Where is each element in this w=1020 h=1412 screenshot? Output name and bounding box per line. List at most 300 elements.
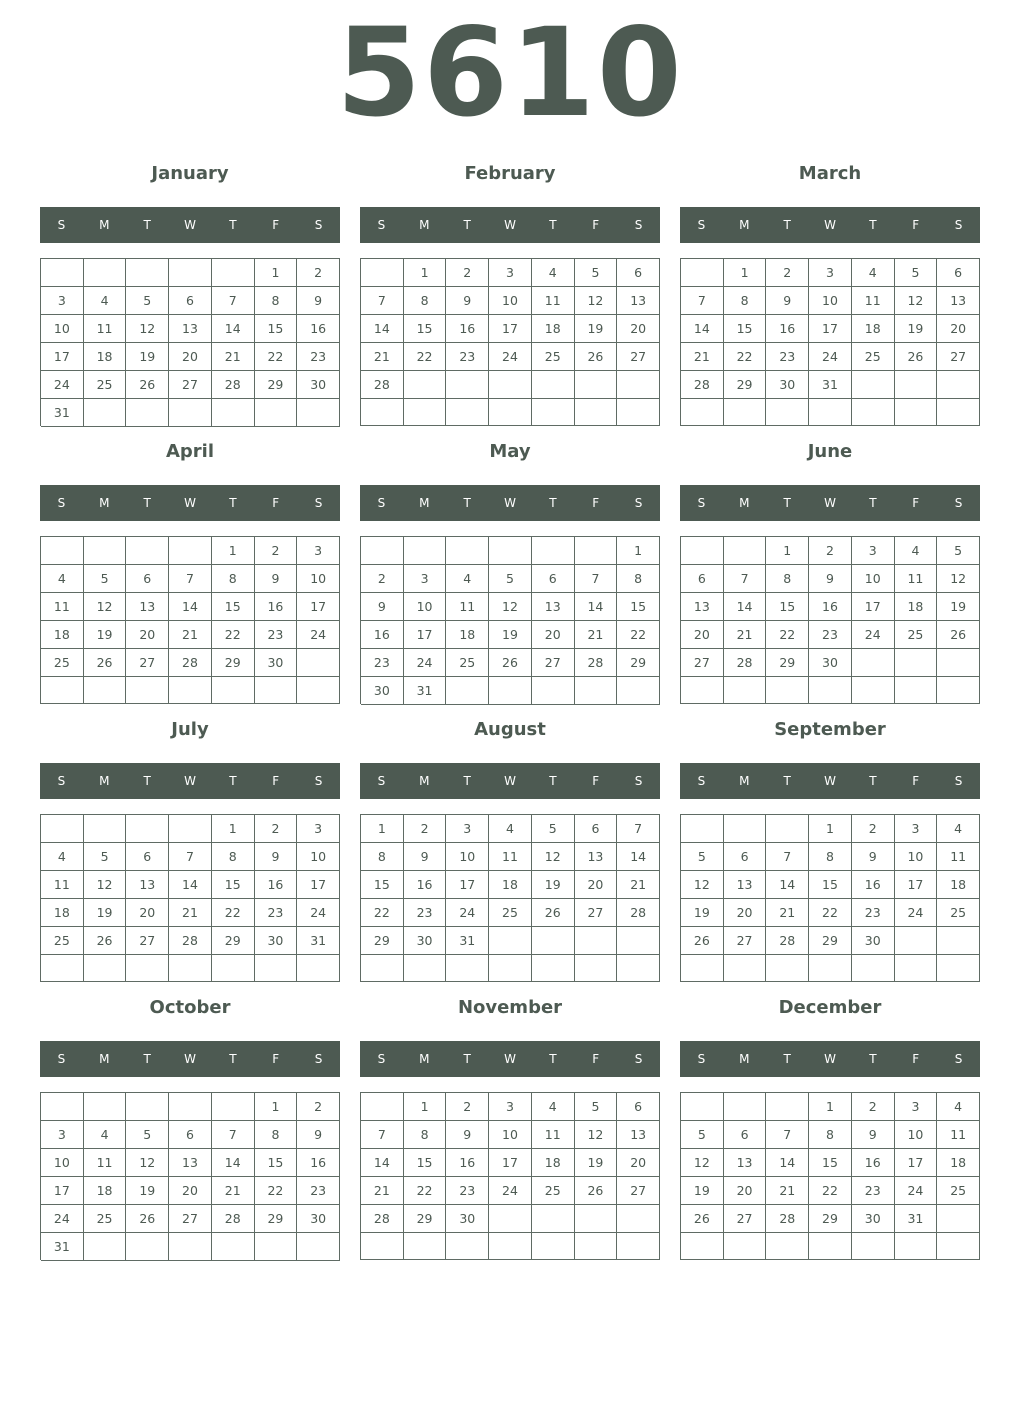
- weekday-label: F: [592, 218, 600, 232]
- day-cell: 7: [361, 1121, 404, 1149]
- weekday-label: T: [783, 218, 791, 232]
- empty-day-cell: [681, 815, 724, 843]
- day-cell: 20: [937, 315, 980, 343]
- weekday-label: T: [463, 218, 471, 232]
- day-cell: 28: [724, 649, 767, 677]
- day-cell: 14: [169, 593, 212, 621]
- day-cell: 8: [404, 1121, 447, 1149]
- empty-day-cell: [724, 955, 767, 982]
- day-cell: 10: [41, 1149, 84, 1177]
- day-cell: 10: [297, 565, 340, 593]
- weekday-label: F: [272, 774, 280, 788]
- weekday-header: [680, 485, 980, 521]
- day-cell: 5: [84, 843, 127, 871]
- empty-day-cell: [937, 1233, 980, 1260]
- day-cell: 18: [852, 315, 895, 343]
- empty-day-cell: [41, 815, 84, 843]
- day-cell: 6: [126, 843, 169, 871]
- empty-day-cell: [532, 1205, 575, 1233]
- day-cell: 8: [809, 843, 852, 871]
- weekday-label: T: [229, 774, 237, 788]
- day-cell: 15: [255, 315, 298, 343]
- weekday-label: S: [634, 1052, 643, 1066]
- day-cell: 29: [766, 649, 809, 677]
- day-cell: 30: [297, 371, 340, 399]
- day-cell: 17: [297, 871, 340, 899]
- day-cell: 30: [255, 927, 298, 955]
- day-cell: 3: [895, 1093, 938, 1121]
- day-cell: 1: [617, 537, 660, 565]
- day-cell: 6: [169, 1121, 212, 1149]
- day-cell: 2: [255, 815, 298, 843]
- empty-day-cell: [446, 537, 489, 565]
- month-name: October: [149, 997, 231, 1018]
- empty-day-cell: [41, 677, 84, 704]
- empty-day-cell: [41, 259, 84, 287]
- day-cell: 29: [809, 1205, 852, 1233]
- empty-day-cell: [84, 1233, 127, 1261]
- empty-day-cell: [404, 1233, 447, 1260]
- day-cell: 28: [575, 649, 618, 677]
- day-cell: 17: [297, 593, 340, 621]
- weekday-label: T: [783, 1052, 791, 1066]
- weekday-label: W: [504, 218, 516, 232]
- day-cell: 7: [766, 1121, 809, 1149]
- day-cell: 27: [532, 649, 575, 677]
- day-cell: 6: [617, 1093, 660, 1121]
- day-cell: 15: [255, 1149, 298, 1177]
- day-cell: 28: [361, 1205, 404, 1233]
- weekday-label: M: [99, 1052, 110, 1066]
- weekday-label: S: [314, 218, 323, 232]
- day-cell: 29: [404, 1205, 447, 1233]
- empty-day-cell: [852, 955, 895, 982]
- empty-day-cell: [937, 955, 980, 982]
- empty-day-cell: [532, 955, 575, 982]
- day-cell: 7: [169, 843, 212, 871]
- day-grid: [40, 814, 340, 982]
- weekday-label: S: [954, 496, 963, 510]
- day-cell: 17: [489, 315, 532, 343]
- day-cell: 5: [126, 287, 169, 315]
- day-cell: 26: [575, 1177, 618, 1205]
- day-cell: 18: [937, 871, 980, 899]
- day-cell: 9: [404, 843, 447, 871]
- day-cell: 16: [361, 621, 404, 649]
- day-cell: 21: [681, 343, 724, 371]
- empty-day-cell: [126, 1233, 169, 1261]
- day-cell: 24: [41, 1205, 84, 1233]
- day-cell: 15: [809, 871, 852, 899]
- day-cell: 24: [41, 371, 84, 399]
- day-cell: 22: [724, 343, 767, 371]
- weekday-label: M: [739, 218, 750, 232]
- day-cell: 18: [84, 343, 127, 371]
- empty-day-cell: [126, 955, 169, 982]
- day-cell: 12: [895, 287, 938, 315]
- day-cell: 4: [446, 565, 489, 593]
- day-cell: 5: [126, 1121, 169, 1149]
- day-cell: 12: [489, 593, 532, 621]
- day-cell: 6: [724, 843, 767, 871]
- day-cell: 21: [361, 343, 404, 371]
- weekday-header: [680, 1041, 980, 1077]
- month-name: May: [489, 441, 531, 462]
- weekday-label: T: [463, 496, 471, 510]
- day-cell: 16: [446, 1149, 489, 1177]
- day-cell: 4: [532, 1093, 575, 1121]
- day-cell: 28: [766, 1205, 809, 1233]
- month-name: December: [778, 997, 882, 1018]
- weekday-label: S: [697, 774, 706, 788]
- day-cell: 2: [766, 259, 809, 287]
- day-cell: 29: [212, 649, 255, 677]
- day-cell: 1: [212, 537, 255, 565]
- day-cell: 3: [852, 537, 895, 565]
- empty-day-cell: [169, 259, 212, 287]
- day-grid: [360, 258, 660, 426]
- weekday-label: T: [549, 1052, 557, 1066]
- day-cell: 27: [937, 343, 980, 371]
- month-name: November: [457, 997, 563, 1018]
- day-cell: 4: [532, 259, 575, 287]
- empty-day-cell: [212, 955, 255, 982]
- empty-day-cell: [361, 399, 404, 426]
- day-cell: 15: [724, 315, 767, 343]
- weekday-label: F: [912, 496, 920, 510]
- day-cell: 30: [852, 1205, 895, 1233]
- day-cell: 1: [361, 815, 404, 843]
- day-cell: 8: [212, 565, 255, 593]
- day-cell: 2: [297, 1093, 340, 1121]
- empty-day-cell: [169, 399, 212, 427]
- empty-day-cell: [361, 955, 404, 982]
- empty-day-cell: [361, 259, 404, 287]
- weekday-label: S: [697, 218, 706, 232]
- weekday-label: S: [954, 218, 963, 232]
- day-cell: 28: [212, 1205, 255, 1233]
- empty-day-cell: [446, 371, 489, 399]
- weekday-label: S: [377, 218, 386, 232]
- day-cell: 24: [489, 343, 532, 371]
- day-cell: 19: [681, 1177, 724, 1205]
- weekday-label: S: [57, 1052, 66, 1066]
- day-cell: 11: [84, 1149, 127, 1177]
- weekday-label: F: [592, 1052, 600, 1066]
- day-cell: 22: [255, 343, 298, 371]
- weekday-header: [40, 763, 340, 799]
- day-cell: 25: [84, 371, 127, 399]
- weekday-label: M: [419, 496, 430, 510]
- day-cell: 16: [852, 1149, 895, 1177]
- day-cell: 18: [446, 621, 489, 649]
- empty-day-cell: [852, 371, 895, 399]
- day-cell: 13: [532, 593, 575, 621]
- day-cell: 2: [852, 815, 895, 843]
- day-cell: 3: [41, 287, 84, 315]
- empty-day-cell: [446, 955, 489, 982]
- day-cell: 20: [617, 1149, 660, 1177]
- empty-day-cell: [169, 955, 212, 982]
- day-cell: 1: [212, 815, 255, 843]
- day-cell: 3: [297, 537, 340, 565]
- day-cell: 11: [532, 287, 575, 315]
- weekday-label: F: [592, 774, 600, 788]
- day-cell: 16: [404, 871, 447, 899]
- weekday-label: W: [824, 1052, 836, 1066]
- day-cell: 15: [766, 593, 809, 621]
- empty-day-cell: [489, 399, 532, 426]
- day-cell: 24: [895, 899, 938, 927]
- empty-day-cell: [575, 1205, 618, 1233]
- day-cell: 30: [852, 927, 895, 955]
- weekday-label: M: [419, 218, 430, 232]
- day-cell: 13: [617, 1121, 660, 1149]
- empty-day-cell: [575, 927, 618, 955]
- day-cell: 19: [126, 343, 169, 371]
- day-cell: 12: [126, 315, 169, 343]
- empty-day-cell: [84, 259, 127, 287]
- day-cell: 15: [212, 871, 255, 899]
- day-cell: 7: [361, 287, 404, 315]
- day-cell: 16: [255, 871, 298, 899]
- empty-day-cell: [532, 371, 575, 399]
- day-cell: 27: [575, 899, 618, 927]
- empty-day-cell: [724, 677, 767, 704]
- day-cell: 11: [937, 843, 980, 871]
- empty-day-cell: [937, 1205, 980, 1233]
- empty-day-cell: [404, 537, 447, 565]
- empty-day-cell: [937, 649, 980, 677]
- empty-day-cell: [895, 399, 938, 426]
- day-cell: 4: [937, 1093, 980, 1121]
- weekday-label: S: [697, 496, 706, 510]
- day-cell: 28: [169, 927, 212, 955]
- day-cell: 13: [126, 871, 169, 899]
- day-cell: 18: [937, 1149, 980, 1177]
- day-cell: 31: [895, 1205, 938, 1233]
- weekday-label: T: [783, 774, 791, 788]
- weekday-label: S: [697, 1052, 706, 1066]
- weekday-label: S: [57, 496, 66, 510]
- empty-day-cell: [297, 1233, 340, 1261]
- day-cell: 25: [446, 649, 489, 677]
- day-cell: 23: [446, 343, 489, 371]
- day-cell: 22: [809, 1177, 852, 1205]
- day-cell: 20: [617, 315, 660, 343]
- day-cell: 23: [809, 621, 852, 649]
- weekday-label: W: [824, 496, 836, 510]
- day-cell: 3: [404, 565, 447, 593]
- day-cell: 24: [446, 899, 489, 927]
- weekday-label: S: [954, 774, 963, 788]
- weekday-label: S: [377, 496, 386, 510]
- day-cell: 25: [489, 899, 532, 927]
- weekday-label: M: [99, 496, 110, 510]
- day-cell: 4: [937, 815, 980, 843]
- day-cell: 16: [766, 315, 809, 343]
- empty-day-cell: [361, 537, 404, 565]
- day-cell: 13: [575, 843, 618, 871]
- day-cell: 25: [895, 621, 938, 649]
- empty-day-cell: [41, 537, 84, 565]
- day-cell: 1: [255, 259, 298, 287]
- day-cell: 31: [297, 927, 340, 955]
- day-cell: 8: [809, 1121, 852, 1149]
- day-cell: 6: [532, 565, 575, 593]
- empty-day-cell: [852, 677, 895, 704]
- day-cell: 10: [809, 287, 852, 315]
- weekday-label: T: [143, 1052, 151, 1066]
- day-cell: 19: [532, 871, 575, 899]
- day-cell: 5: [681, 1121, 724, 1149]
- day-cell: 20: [575, 871, 618, 899]
- empty-day-cell: [895, 927, 938, 955]
- day-cell: 3: [489, 1093, 532, 1121]
- day-cell: 23: [852, 1177, 895, 1205]
- day-cell: 2: [852, 1093, 895, 1121]
- empty-day-cell: [532, 399, 575, 426]
- empty-day-cell: [169, 677, 212, 704]
- empty-day-cell: [446, 399, 489, 426]
- weekday-label: F: [272, 496, 280, 510]
- day-cell: 11: [41, 593, 84, 621]
- weekday-label: S: [634, 218, 643, 232]
- weekday-label: M: [99, 218, 110, 232]
- empty-day-cell: [126, 1093, 169, 1121]
- day-cell: 27: [724, 927, 767, 955]
- day-cell: 12: [532, 843, 575, 871]
- day-cell: 30: [361, 677, 404, 705]
- day-cell: 18: [895, 593, 938, 621]
- day-cell: 7: [724, 565, 767, 593]
- day-cell: 16: [255, 593, 298, 621]
- day-cell: 10: [489, 1121, 532, 1149]
- day-cell: 13: [169, 1149, 212, 1177]
- empty-day-cell: [169, 537, 212, 565]
- empty-day-cell: [361, 1093, 404, 1121]
- day-cell: 15: [361, 871, 404, 899]
- day-cell: 8: [361, 843, 404, 871]
- day-cell: 6: [681, 565, 724, 593]
- day-cell: 19: [575, 315, 618, 343]
- day-cell: 17: [895, 871, 938, 899]
- day-cell: 4: [41, 565, 84, 593]
- day-cell: 8: [212, 843, 255, 871]
- empty-day-cell: [84, 955, 127, 982]
- day-cell: 26: [84, 649, 127, 677]
- day-cell: 22: [766, 621, 809, 649]
- empty-day-cell: [681, 677, 724, 704]
- month-name: September: [774, 719, 886, 740]
- day-cell: 2: [446, 1093, 489, 1121]
- day-cell: 16: [809, 593, 852, 621]
- empty-day-cell: [297, 649, 340, 677]
- day-cell: 24: [489, 1177, 532, 1205]
- weekday-label: S: [377, 774, 386, 788]
- empty-day-cell: [575, 955, 618, 982]
- day-cell: 9: [446, 287, 489, 315]
- day-cell: 19: [489, 621, 532, 649]
- empty-day-cell: [575, 677, 618, 705]
- month-name: March: [798, 163, 862, 184]
- day-cell: 25: [937, 1177, 980, 1205]
- empty-day-cell: [404, 399, 447, 426]
- empty-day-cell: [617, 1205, 660, 1233]
- day-cell: 9: [766, 287, 809, 315]
- empty-day-cell: [489, 955, 532, 982]
- day-cell: 21: [212, 1177, 255, 1205]
- empty-day-cell: [489, 537, 532, 565]
- empty-day-cell: [84, 815, 127, 843]
- day-cell: 11: [84, 315, 127, 343]
- day-cell: 29: [212, 927, 255, 955]
- day-cell: 21: [169, 621, 212, 649]
- day-cell: 5: [84, 565, 127, 593]
- weekday-label: S: [314, 496, 323, 510]
- day-cell: 25: [41, 649, 84, 677]
- empty-day-cell: [937, 371, 980, 399]
- year-title: 5610: [336, 2, 684, 144]
- day-cell: 9: [361, 593, 404, 621]
- day-cell: 1: [255, 1093, 298, 1121]
- day-cell: 24: [297, 621, 340, 649]
- day-cell: 11: [446, 593, 489, 621]
- day-cell: 27: [681, 649, 724, 677]
- day-cell: 1: [404, 259, 447, 287]
- day-cell: 28: [766, 927, 809, 955]
- day-cell: 17: [852, 593, 895, 621]
- day-cell: 17: [489, 1149, 532, 1177]
- day-cell: 29: [255, 371, 298, 399]
- day-cell: 13: [617, 287, 660, 315]
- day-cell: 9: [446, 1121, 489, 1149]
- weekday-label: T: [143, 496, 151, 510]
- weekday-label: M: [739, 774, 750, 788]
- weekday-label: S: [634, 774, 643, 788]
- day-cell: 27: [169, 1205, 212, 1233]
- day-cell: 20: [681, 621, 724, 649]
- empty-day-cell: [212, 399, 255, 427]
- empty-day-cell: [809, 955, 852, 982]
- weekday-header: [360, 763, 660, 799]
- day-grid: [360, 814, 660, 982]
- empty-day-cell: [617, 371, 660, 399]
- day-cell: 4: [895, 537, 938, 565]
- day-cell: 20: [169, 1177, 212, 1205]
- day-cell: 30: [255, 649, 298, 677]
- day-cell: 11: [937, 1121, 980, 1149]
- weekday-label: W: [184, 218, 196, 232]
- day-cell: 23: [255, 621, 298, 649]
- weekday-header: [40, 207, 340, 243]
- empty-day-cell: [766, 399, 809, 426]
- day-cell: 12: [84, 593, 127, 621]
- day-cell: 15: [617, 593, 660, 621]
- day-cell: 1: [724, 259, 767, 287]
- day-cell: 26: [895, 343, 938, 371]
- day-cell: 3: [446, 815, 489, 843]
- day-cell: 12: [126, 1149, 169, 1177]
- weekday-header: [40, 485, 340, 521]
- day-cell: 10: [41, 315, 84, 343]
- day-cell: 21: [361, 1177, 404, 1205]
- day-cell: 4: [84, 287, 127, 315]
- empty-day-cell: [617, 955, 660, 982]
- day-cell: 25: [852, 343, 895, 371]
- empty-day-cell: [532, 677, 575, 705]
- day-cell: 25: [532, 343, 575, 371]
